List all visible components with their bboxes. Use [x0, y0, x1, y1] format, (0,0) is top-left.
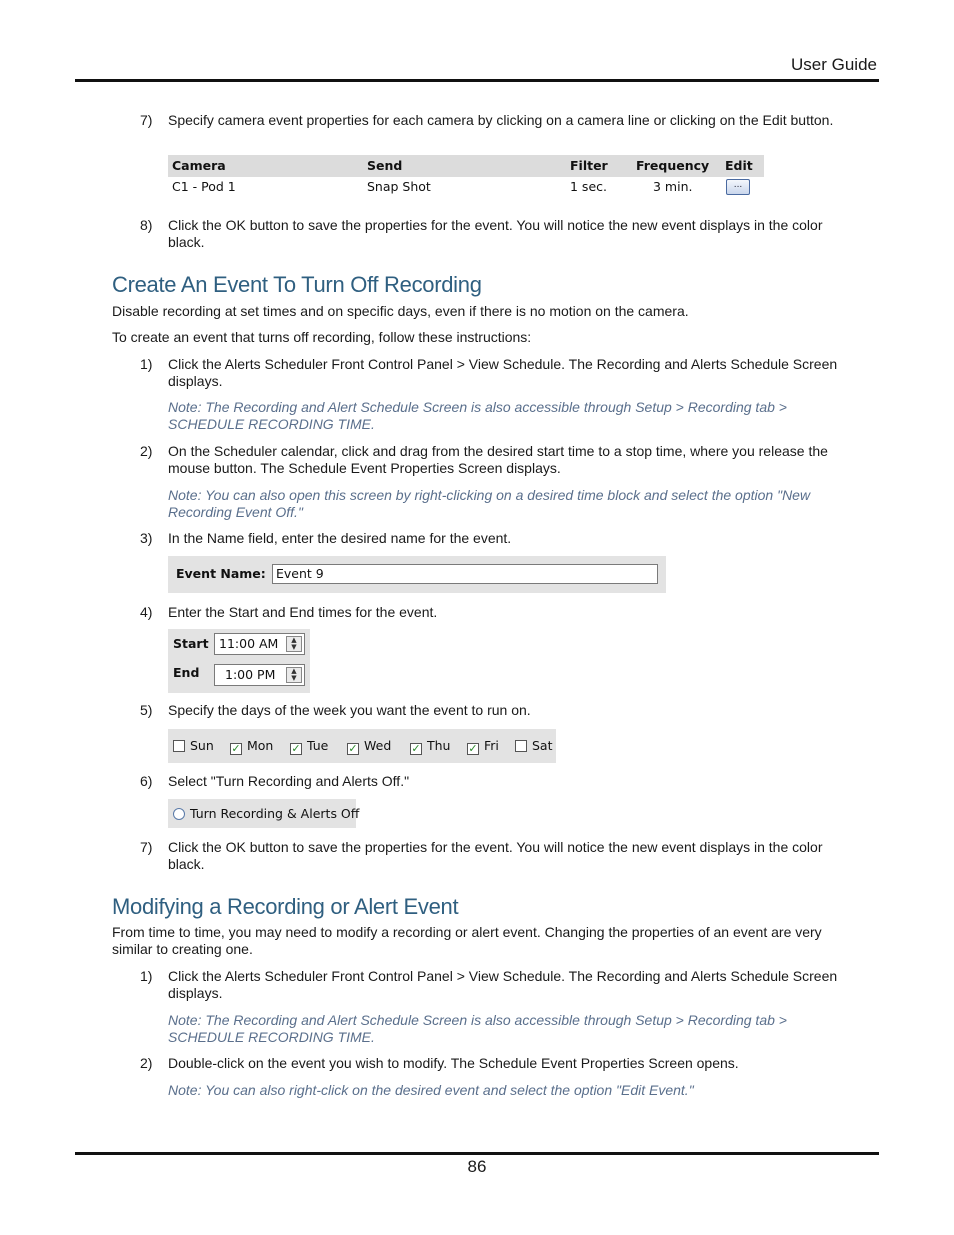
step-number: 1) — [140, 968, 153, 984]
checkbox-unchecked-icon — [515, 740, 527, 752]
time-panel — [168, 629, 310, 693]
radio-label: Turn Recording & Alerts Off — [190, 806, 360, 821]
section-heading-create-event: Create An Event To Turn Off Recording — [112, 272, 482, 297]
day-label: Wed — [364, 738, 392, 753]
note: Note: The Recording and Alert Schedule Screen is also accessible through Setup > Recording tab > SCHEDULE RECORDING TIME. — [168, 1012, 787, 1045]
step-text: On the Scheduler calendar, click and drag from the desired start time to a stop time, where you release the mouse button. The Schedule Event Properties Screen displays. — [168, 443, 828, 476]
step-number: 4) — [140, 604, 153, 620]
step-text: Select "Turn Recording and Alerts Off." — [168, 773, 410, 789]
start-time-field[interactable] — [214, 633, 305, 655]
col-camera-header: Camera — [172, 158, 226, 173]
day-wed-checkbox[interactable] — [347, 738, 391, 755]
turn-recording-alerts-off-radio[interactable] — [173, 806, 359, 821]
end-time-field[interactable] — [214, 664, 305, 686]
day-label: Sun — [190, 738, 214, 753]
day-mon-checkbox[interactable] — [230, 738, 273, 755]
step-text: Enter the Start and End times for the event. — [168, 604, 438, 620]
section-intro: From time to time, you may need to modify a recording or alert event. Changing the properties of an event are very similar to creating one. — [112, 924, 822, 957]
end-label: End — [173, 665, 200, 680]
step-text: Click the Alerts Scheduler Front Control Panel > View Schedule. The Recording and Alerts Schedule Screen displays. — [168, 968, 838, 1001]
header-rule — [75, 79, 879, 82]
end-time-spinner-icon[interactable]: ▲ ▼ — [286, 667, 302, 683]
note: Note: The Recording and Alert Schedule Screen is also accessible through Setup > Recording tab > SCHEDULE RECORDING TIME. — [168, 399, 787, 432]
section-intro-2: To create an event that turns off recording, follow these instructions: — [112, 329, 532, 345]
step-number: 7) — [140, 112, 153, 128]
days-panel — [168, 729, 556, 763]
note: Note: You can also open this screen by right-clicking on a desired time block and select the option "New Recording Event Off." — [168, 487, 811, 520]
section-intro: Disable recording at set times and on specific days, even if there is no motion on the camera. — [112, 303, 689, 319]
start-time-value: 11:00 AM — [219, 636, 279, 651]
day-sat-checkbox[interactable] — [515, 738, 553, 753]
note: Note: You can also right-click on the desired event and select the option "Edit Event." — [168, 1082, 694, 1098]
day-label: Tue — [307, 738, 329, 753]
start-label: Start — [173, 636, 209, 651]
start-time-spinner-icon[interactable]: ▲ ▼ — [286, 636, 302, 652]
section-heading-modify-event: Modifying a Recording or Alert Event — [112, 894, 459, 919]
footer-rule — [75, 1152, 879, 1155]
day-fri-checkbox[interactable] — [467, 738, 499, 755]
cell-camera: C1 - Pod 1 — [172, 179, 236, 194]
day-tue-checkbox[interactable] — [290, 738, 328, 755]
col-edit-header: Edit — [725, 158, 753, 173]
step-text: Click the OK button to save the properties for the event. You will notice the new event displays in the color black. — [168, 217, 823, 250]
day-sun-checkbox[interactable] — [173, 738, 214, 753]
checkbox-checked-icon: ✓ — [291, 742, 301, 755]
col-filter-header: Filter — [570, 158, 608, 173]
step-text: Specify camera event properties for each camera by clicking on a camera line or clicking on the Edit button. — [168, 112, 834, 128]
cell-frequency: 3 min. — [653, 179, 693, 194]
day-thu-checkbox[interactable] — [410, 738, 450, 755]
radio-panel — [168, 799, 360, 828]
step-number: 7) — [140, 839, 153, 855]
col-send-header: Send — [367, 158, 403, 173]
checkbox-checked-icon: ✓ — [411, 742, 421, 755]
step-text: Specify the days of the week you want the event to run on. — [168, 702, 531, 718]
step-number: 3) — [140, 530, 153, 546]
step-text: Double-click on the event you wish to modify. The Schedule Event Properties Screen opens. — [168, 1055, 739, 1071]
day-label: Sat — [532, 738, 553, 753]
radio-icon — [173, 808, 185, 820]
camera-table — [168, 155, 764, 201]
step-number: 2) — [140, 443, 153, 459]
edit-button[interactable]: ... — [726, 179, 750, 195]
day-label: Fri — [484, 738, 499, 753]
step-text: In the Name field, enter the desired name for the event. — [168, 530, 512, 546]
page-number: 86 — [467, 1157, 487, 1176]
step-number: 8) — [140, 217, 153, 233]
day-label: Mon — [247, 738, 274, 753]
cell-send: Snap Shot — [367, 179, 431, 194]
end-time-value: 1:00 PM — [225, 667, 276, 682]
checkbox-checked-icon: ✓ — [468, 742, 478, 755]
step-number: 6) — [140, 773, 153, 789]
day-label: Thu — [427, 738, 451, 753]
checkbox-unchecked-icon — [173, 740, 185, 752]
event-name-panel — [168, 556, 666, 593]
checkbox-checked-icon: ✓ — [348, 742, 358, 755]
header-title: User Guide — [791, 55, 877, 74]
step-number: 5) — [140, 702, 153, 718]
step-text: Click the OK button to save the properties for the event. You will notice the new event displays in the color black. — [168, 839, 823, 872]
event-name-label: Event Name: — [176, 566, 266, 581]
checkbox-checked-icon: ✓ — [231, 742, 241, 755]
event-name-input[interactable]: Event 9 — [272, 564, 658, 584]
col-frequency-header: Frequency — [636, 158, 710, 173]
step-text: Click the Alerts Scheduler Front Control Panel > View Schedule. The Recording and Alerts Schedule Screen displays. — [168, 356, 838, 389]
cell-filter: 1 sec. — [570, 179, 607, 194]
step-number: 2) — [140, 1055, 153, 1071]
step-number: 1) — [140, 356, 153, 372]
